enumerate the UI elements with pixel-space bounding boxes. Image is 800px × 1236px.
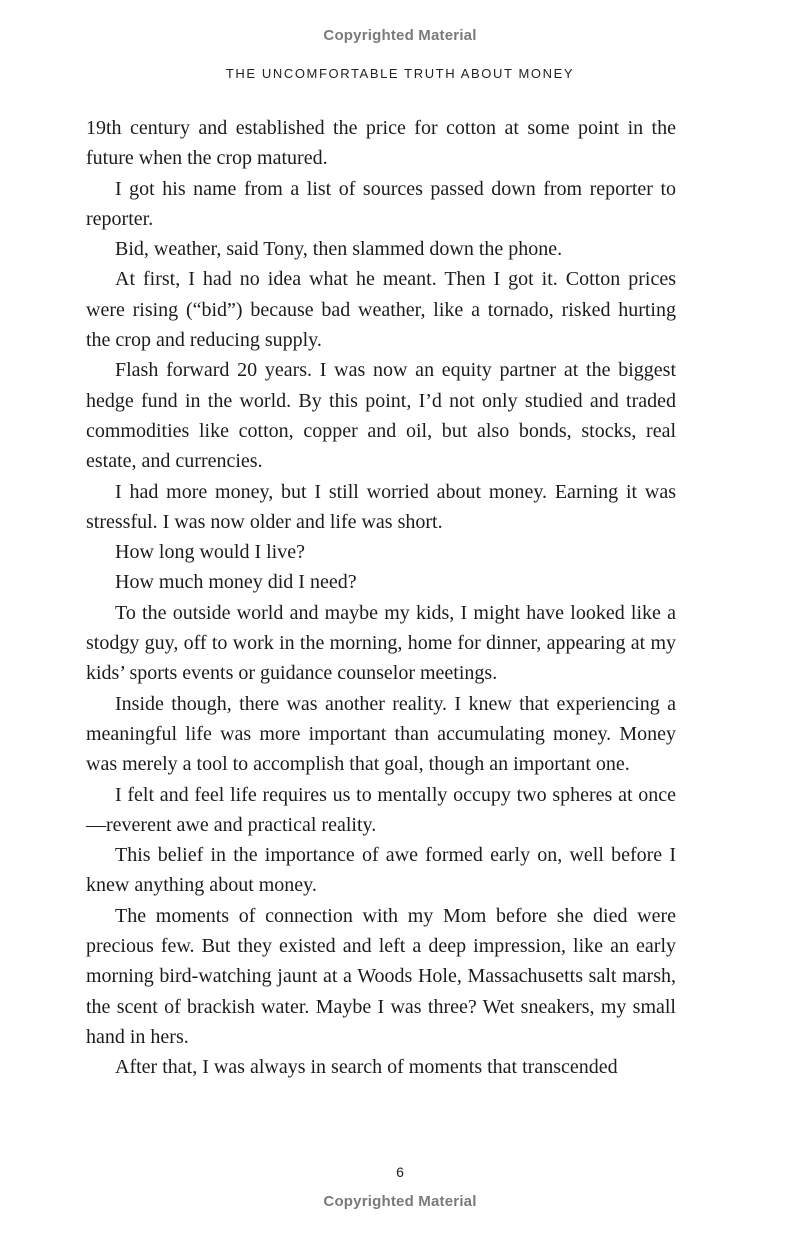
paragraph-14: After that, I was always in search of moments that transcended xyxy=(115,1056,618,1079)
paragraph-13: The moments of connection with my Mom before she died were precious few. But they existed and left a deep impression, like an early morning bird-watching jaunt at a Woods Hole, Massachusetts salt marsh, the scent of brackish water. Maybe I was three? Wet sneakers, my small hand in hers. xyxy=(86,904,676,1048)
paragraph-11: I felt and feel life requires us to mentally occupy two spheres at once—reverent awe and practical reality. xyxy=(86,783,676,836)
paragraph-10: Inside though, there was another reality. I knew that experiencing a meaningful life was more important than accumulating money. Money was merely a tool to accomplish that goal, though an important one. xyxy=(86,692,676,776)
copyright-watermark-top: Copyrighted Material xyxy=(323,27,477,44)
paragraph-5: Flash forward 20 years. I was now an equity partner at the biggest hedge fund in the world. By this point, I’d not only studied and traded commodities like cotton, copper and oil, but also bonds, stocks, real estate, and currencies. xyxy=(86,359,676,473)
paragraph-8: How much money did I need? xyxy=(115,571,357,594)
paragraph-9: To the outside world and maybe my kids, I might have looked like a stodgy guy, off to work in the morning, home for dinner, appearing at my kids’ sports events or guidance counselor meetings. xyxy=(86,601,676,685)
paragraph-6: I had more money, but I still worried about money. Earning it was stressful. I was now older and life was short. xyxy=(86,480,676,533)
page-number: 6 xyxy=(396,1164,404,1180)
copyright-watermark-bottom: Copyrighted Material xyxy=(323,1193,477,1210)
paragraph-2: I got his name from a list of sources passed down from reporter to reporter. xyxy=(86,177,676,230)
paragraph-1: 19th century and established the price for cotton at some point in the future when the crop matured. xyxy=(86,117,676,170)
paragraph-7: How long would I live? xyxy=(115,541,305,564)
paragraph-4: At first, I had no idea what he meant. Then I got it. Cotton prices were rising (“bid”) because bad weather, like a tornado, risked hurting the crop and reducing supply. xyxy=(86,268,676,352)
paragraph-12: This belief in the importance of awe formed early on, well before I knew anything about money. xyxy=(86,844,676,897)
body-text xyxy=(86,113,676,1083)
paragraph-3: Bid, weather, said Tony, then slammed down the phone. xyxy=(115,238,563,261)
running-head: THE UNCOMFORTABLE TRUTH ABOUT MONEY xyxy=(225,66,575,81)
